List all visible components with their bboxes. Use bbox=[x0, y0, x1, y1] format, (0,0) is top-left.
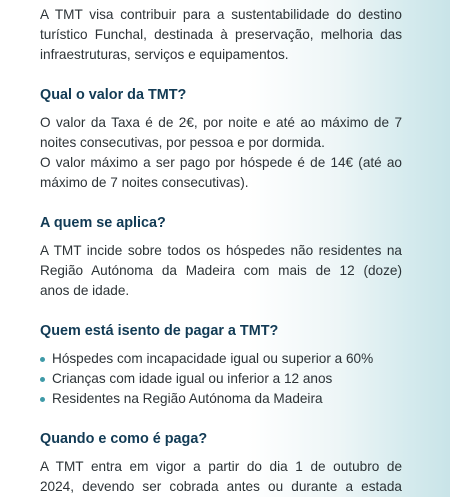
section-heading-aplica: A quem se aplica? bbox=[40, 215, 166, 231]
intro-paragraph bbox=[40, 5, 402, 65]
exemption-list bbox=[40, 349, 402, 409]
intro-line: turístico Funchal, destinada à preservação, melhoria das bbox=[40, 27, 402, 42]
paragraph-line: noites consecutivas, por pessoa e por dormida. bbox=[40, 135, 325, 150]
paragraph-line: Região Autónoma da Madeira com mais de 12 (doze) bbox=[40, 263, 402, 278]
bullet-dot-icon bbox=[40, 397, 45, 402]
paragraph-line: A TMT entra em vigor a partir do dia 1 de outubro de bbox=[40, 459, 402, 474]
list-item bbox=[40, 389, 402, 409]
intro-line: A TMT visa contribuir para a sustentabilidade do destino bbox=[40, 7, 402, 22]
list-item bbox=[40, 349, 402, 369]
paragraph-line: 2024, devendo ser cobrada antes ou durante a estada bbox=[40, 479, 402, 494]
paragraph-line: máximo de 7 noites consecutivas). bbox=[40, 175, 249, 190]
section-heading-isento: Quem está isento de pagar a TMT? bbox=[40, 323, 279, 339]
list-item-text: Crianças com idade igual ou inferior a 12 anos bbox=[52, 371, 333, 386]
intro-line: infraestruturas, serviços e equipamentos. bbox=[40, 47, 289, 62]
list-item-text: Residentes na Região Autónoma da Madeira bbox=[52, 391, 323, 406]
paragraph-line: A TMT incide sobre todos os hóspedes não residentes na bbox=[40, 243, 402, 258]
list-item bbox=[40, 369, 402, 389]
paragraph-line: O valor da Taxa é de 2€, por noite e até ao máximo de 7 bbox=[40, 115, 402, 130]
bullet-dot-icon bbox=[40, 377, 45, 382]
section-paragraph-valor bbox=[40, 113, 402, 193]
tmt-info-document bbox=[40, 5, 402, 497]
section-paragraph-quando bbox=[40, 457, 402, 497]
paragraph-line: O valor máximo a ser pago por hóspede é de 14€ (até ao bbox=[40, 155, 402, 170]
list-item-text: Hóspedes com incapacidade igual ou superior a 60% bbox=[52, 351, 374, 366]
section-heading-valor: Qual o valor da TMT? bbox=[40, 87, 187, 103]
bullet-dot-icon bbox=[40, 357, 45, 362]
section-heading-quando: Quando e como é paga? bbox=[40, 431, 208, 447]
paragraph-line: anos de idade. bbox=[40, 283, 130, 298]
section-paragraph-aplica bbox=[40, 241, 402, 301]
